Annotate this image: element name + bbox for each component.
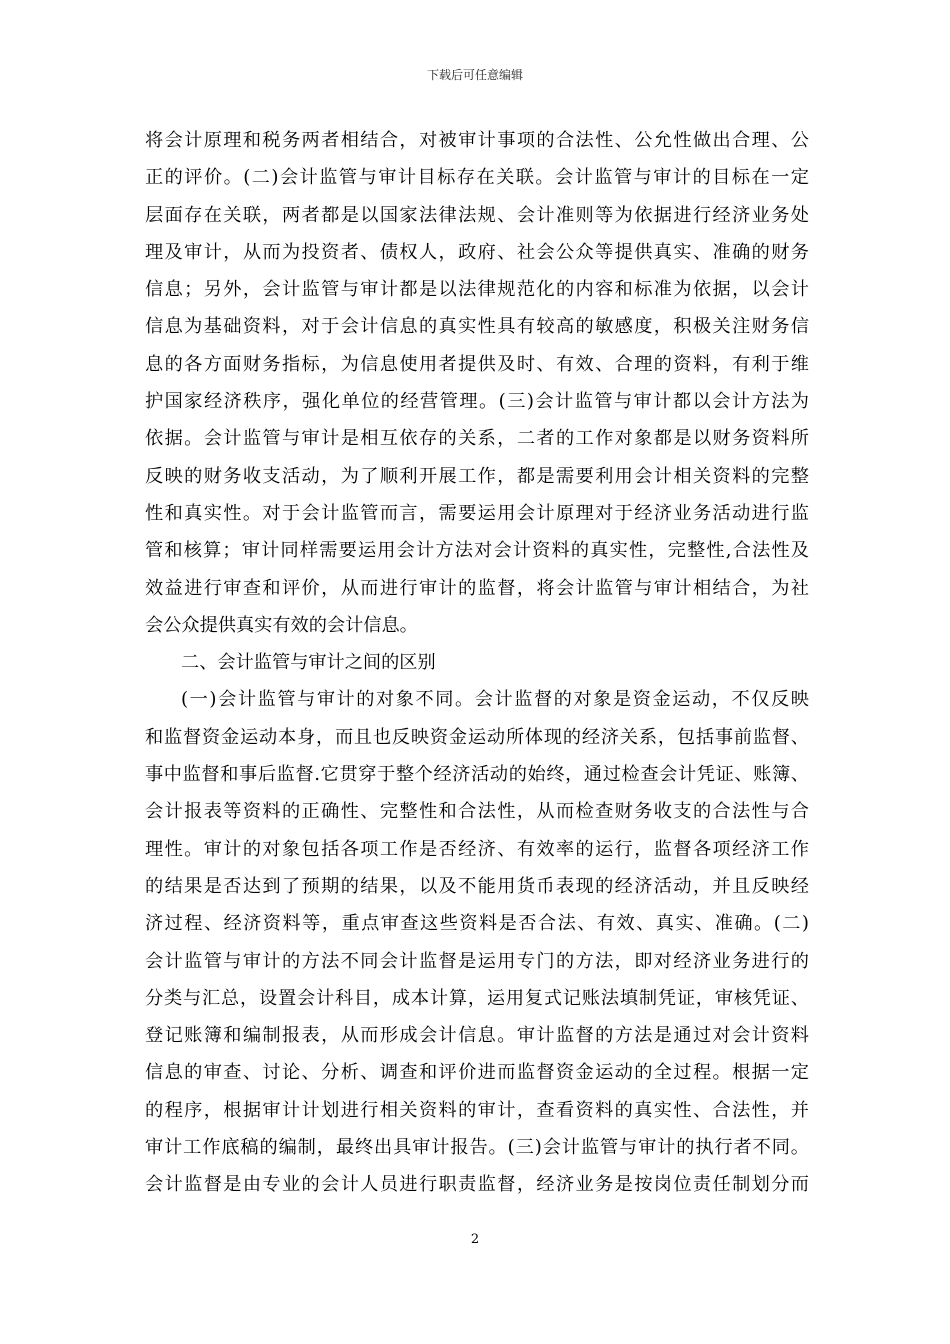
text-line: 会公众提供真实有效的会计信息。 [145,614,418,636]
text-line: 和监督资金运动本身，而且也反映资金运动所体现的经济关系，包括事前监督、 [145,726,809,748]
text-line: 会计报表等资料的正确性、完整性和合法性，从而检查财务收支的合法性与合 [145,801,809,823]
text-line: 反映的财务收支活动，为了顺利开展工作，都是需要利用会计相关资料的完整 [145,465,809,487]
text-line: 正的评价。(二)会计监管与审计目标存在关联。会计监管与审计的目标在一定 [145,167,809,189]
text-line: 效益进行审查和评价，从而进行审计的监督，将会计监管与审计相结合，为社 [145,577,809,599]
text-line: 依据。会计监管与审计是相互依存的关系，二者的工作对象都是以财务资料所 [145,428,809,450]
text-line: 分类与汇总，设置会计科目，成本计算，运用复式记账法填制凭证，审核凭证、 [145,987,809,1009]
text-line: 信息为基础资料，对于会计信息的真实性具有较高的敏感度，积极关注财务信 [145,316,809,338]
section-heading: 二、会计监管与审计之间的区别 [181,652,436,674]
text-line: 事中监督和事后监督.它贯穿于整个经济活动的始终，通过检查会计凭证、账簿、 [145,764,809,786]
text-line: 审计工作底稿的编制，最终出具审计报告。(三)会计监管与审计的执行者不同。 [145,1137,809,1159]
text-line: 理及审计，从而为投资者、债权人，政府、社会公众等提供真实、准确的财务 [145,241,809,263]
page-number: 2 [470,1232,480,1247]
text-line: 信息的审查、讨论、分析、调查和评价进而监督资金运动的全过程。根据一定 [145,1062,809,1084]
text-line: 会计监督是由专业的会计人员进行职责监督，经济业务是按岗位责任制划分而 [145,1174,809,1196]
text-line: 将会计原理和税务两者相结合，对被审计事项的合法性、公允性做出合理、公 [145,130,809,151]
text-line: 管和核算；审计同样需要运用会计方法对会计资料的真实性，完整性,合法性及 [145,540,809,562]
text-line: 理性。审计的对象包括各项工作是否经济、有效率的运行，监督各项经济工作 [145,838,809,860]
text-line: 的程序，根据审计计划进行相关资料的审计，查看资料的真实性、合法性，并 [145,1099,809,1121]
text-line: 息的各方面财务指标，为信息使用者提供及时、有效、合理的资料，有利于维 [145,353,809,375]
text-line: 登记账簿和编制报表，从而形成会计信息。审计监督的方法是通过对会计资料 [145,1025,809,1047]
text-line: 性和真实性。对于会计监管而言，需要运用会计原理对于经济业务活动进行监 [145,502,809,524]
page-header: 下载后可任意编辑 [426,68,523,82]
text-line: 层面存在关联，两者都是以国家法律法规、会计准则等为依据进行经济业务处 [145,204,809,226]
text-line: 的结果是否达到了预期的结果，以及不能用货币表现的经济活动，并且反映经 [145,875,809,897]
text-line: 信息；另外，会计监管与审计都是以法律规范化的内容和标准为依据，以会计 [145,279,809,301]
body-text [145,122,809,1204]
text-line: 护国家经济秩序，强化单位的经营管理。(三)会计监管与审计都以会计方法为 [145,391,809,413]
text-line: (一)会计监管与审计的对象不同。会计监督的对象是资金运动，不仅反映 [181,689,809,711]
text-line: 济过程、经济资料等，重点审查这些资料是否合法、有效、真实、准确。(二) [145,913,809,935]
text-line: 会计监管与审计的方法不同会计监督是运用专门的方法，即对经济业务进行的 [145,950,809,972]
